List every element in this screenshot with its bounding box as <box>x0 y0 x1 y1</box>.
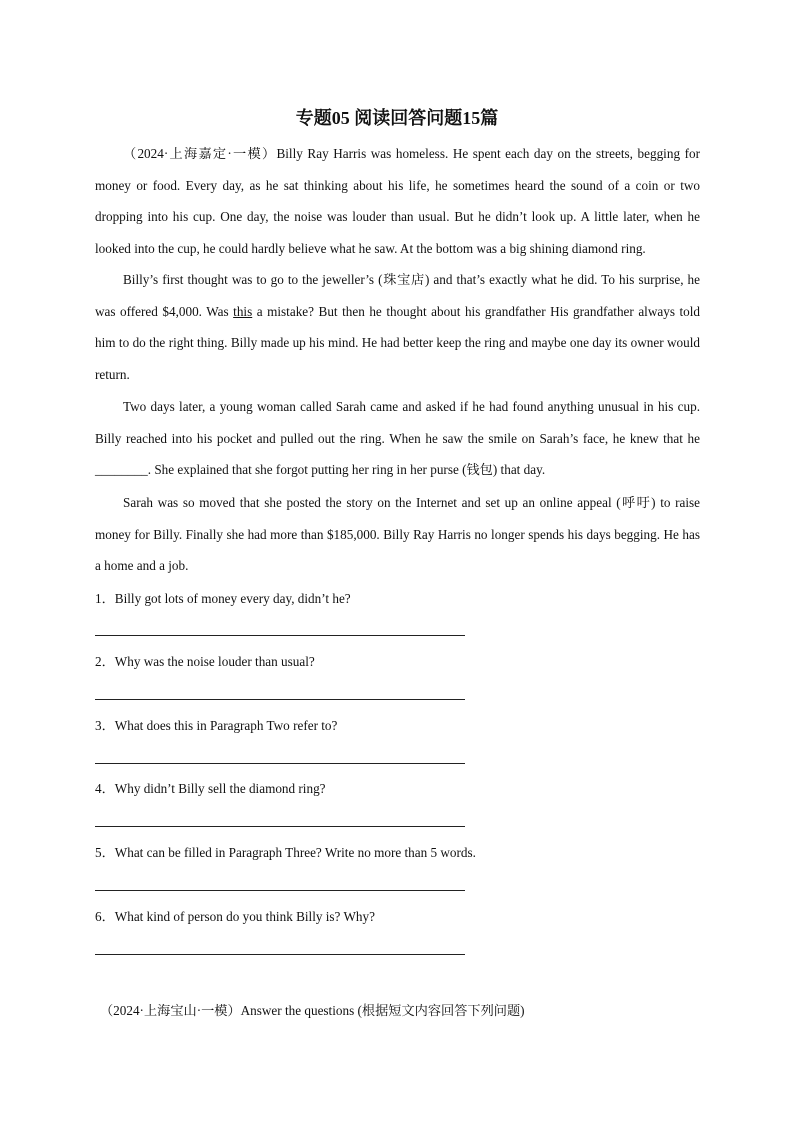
passage-source: （2024·上海嘉定·一模） <box>123 146 277 161</box>
passage-paragraph-3: Two days later, a young woman called Sarah came and asked if he had found anything unusual in his cup. Billy reached into his pocket and pulled out the ring. When he saw the smile on Sarah’s face, he knew that he ________. She explained that she forgot putting her ring in her purse (钱包) that day. <box>95 399 700 478</box>
answer-line-4[interactable] <box>95 826 465 827</box>
question-2: 2．Why was the noise louder than usual? <box>95 654 315 669</box>
question-3: 3．What does this in Paragraph Two refer to? <box>95 718 338 733</box>
passage-2-source: （2024·上海宝山·一模）Answer the questions (根据短文内容回答下列问题) <box>100 1003 525 1018</box>
underlined-word-this: this <box>233 303 253 319</box>
passage-paragraph-2: Billy’s first thought was to go to the jeweller’s (珠宝店) and that’s exactly what he did. To his surprise, he was offered $4,000. Was this a mistake? But then he thought about his grandfather His grandfather always told him to do the right thing. Billy made up his mind. He had better keep the ring and maybe one day its owner would return. <box>95 272 700 382</box>
answer-line-1[interactable] <box>95 635 465 636</box>
answer-line-6[interactable] <box>95 954 465 955</box>
question-1: 1．Billy got lots of money every day, didn’t he? <box>95 591 351 606</box>
question-6: 6．What kind of person do you think Billy is? Why? <box>95 909 375 924</box>
question-5: 5．What can be filled in Paragraph Three? Write no more than 5 words. <box>95 845 476 860</box>
passage-paragraph-1: （2024·上海嘉定·一模）Billy Ray Harris was homeless. He spent each day on the streets, begging for money or food. Every day, as he sat thinking about his life, he sometimes heard the sound of a coin or two dropping into his cup. One day, the noise was louder than usual. But he didn’t look up. A little later, when he looked into the cup, he could hardly believe what he saw. At the bottom was a big shining diamond ring. <box>95 146 700 256</box>
passage-paragraph-4: Sarah was so moved that she posted the story on the Internet and set up an online appeal (呼吁) to raise money for Billy. Finally she had more than $185,000. Billy Ray Harris no longer spends his days begging. He has a home and a job. <box>95 495 700 574</box>
fill-in-blank: ________ <box>95 462 148 478</box>
page-title: 专题05 阅读回答问题15篇 <box>295 108 499 128</box>
answer-line-2[interactable] <box>95 699 465 700</box>
question-4: 4．Why didn’t Billy sell the diamond ring? <box>95 781 326 796</box>
answer-line-5[interactable] <box>95 890 465 891</box>
answer-line-3[interactable] <box>95 763 465 764</box>
